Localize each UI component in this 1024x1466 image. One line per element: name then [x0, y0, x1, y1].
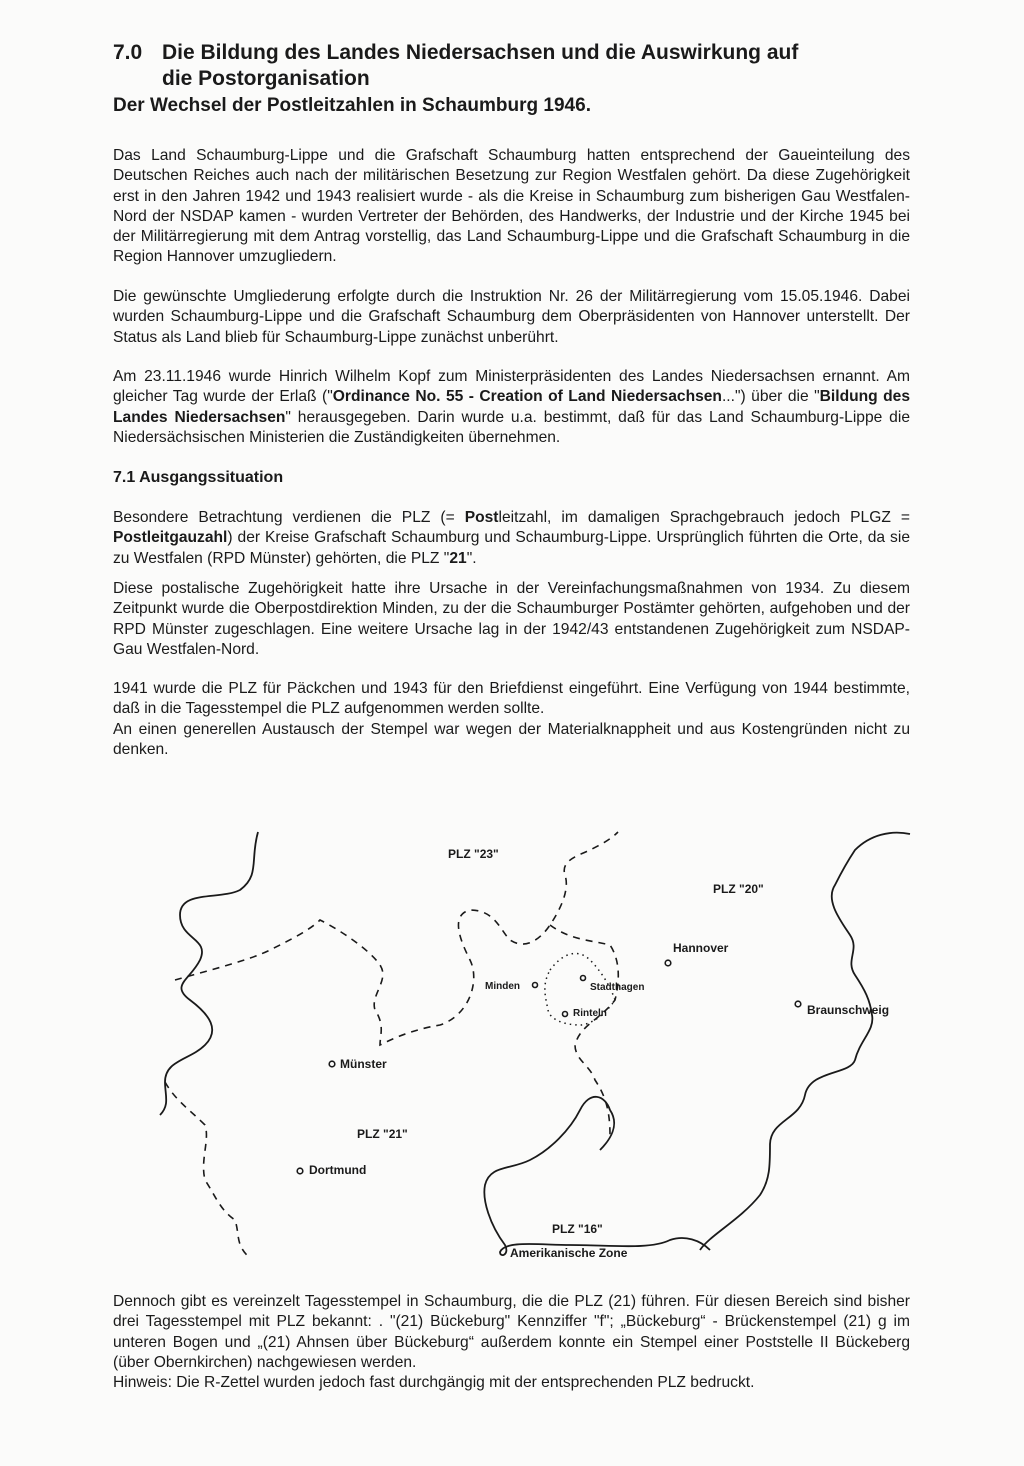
- city-label-stadthagen: Stadthagen: [590, 982, 645, 993]
- paragraph-3: [113, 367, 910, 448]
- p6-text: 1941 wurde die PLZ für Päckchen und 1943 für den Briefdienst eingeführt. Eine Verfügung von 1944 bestimmte, daß in die Tagesstempel die PLZ aufgenommen werden sollte.: [113, 680, 910, 718]
- paragraph-2: Die gewünschte Umgliederung erfolgte durch die Instruktion Nr. 26 der Militärregierung vom 15.05.1946. Dabei wurden Schaumburg-Lippe und die Grafschaft Schaumburg dem Oberpräsidenten von Hannover unterstellt. Der Status als Land blieb für Schaumburg-Lippe zunächst unberührt.: [113, 288, 910, 346]
- p7-text: Hinweis: Die R-Zettel wurden jedoch fast durchgängig mit der entsprechenden PLZ bedruckt.: [113, 1374, 755, 1392]
- p4-text: ".: [466, 549, 477, 567]
- paragraph-1: Das Land Schaumburg-Lippe und die Grafschaft Schaumburg hatten entsprechend der Gaueinteilung des Deutschen Reiches auch nach der militärischen Besetzung zur Region Westfalen gehört. Da diese Zugehörigkeit erst in den Jahren 1942 und 1943 realisiert wurde - als die Kreise in Schaumburg zum bisherigen Gau Westfalen-Nord der NSDAP kamen - wurden Vertreter der Behörden, des Handwerks, der Industrie und der Kirche 1945 bei der Militärregierung mit dem Antrag vorstellig, das Land Schaumburg-Lippe und die Grafschaft Schaumburg in die Region Hannover umzugliedern.: [113, 147, 910, 266]
- zone-label-plz20: PLZ "20": [713, 882, 764, 896]
- city-label-braunschweig: Braunschweig: [807, 1003, 890, 1017]
- city-marker-hannover: [665, 960, 671, 966]
- city-marker-muenster: [329, 1061, 335, 1067]
- city-label-dortmund: Dortmund: [309, 1163, 367, 1177]
- paragraph-6: [113, 679, 910, 760]
- city-marker-rinteln: [563, 1012, 568, 1017]
- city-label-muenster: Münster: [340, 1057, 387, 1071]
- p3-text: Am 23.11.1946 wurde Hinrich Wilhelm Kopf zum Ministerpräsidenten des Landes Niedersachsen ernannt. Am gleicher Tag wurde der Erlaß (": [113, 368, 910, 406]
- p4-text: Besondere Betrachtung verdienen die PLZ (=: [113, 509, 465, 526]
- p4-bold: Post: [464, 509, 499, 526]
- title-line-2: die Postorganisation: [162, 67, 370, 90]
- p3-text: ...") über die ": [721, 388, 820, 406]
- p4-text: ) der Kreise Grafschaft Schaumburg und Schaumburg-Lippe. Ursprünglich führten die Orte, da sie zu Westfalen (RPD Münster) gehörten, die PLZ ": [113, 529, 910, 567]
- city-marker-braunschweig: [795, 1001, 801, 1007]
- city-label-minden: Minden: [485, 981, 520, 992]
- paragraph-5: Diese postalische Zugehörigkeit hatte ihre Ursache in der Vereinfachungsmaßnahmen von 1934. Zu diesem Zeitpunkt wurde die Oberpostdirektion Minden, zu der die Schaumburger Postämter gehörten, aufgehoben und der RPD Münster zugeschlagen. Eine weitere Ursache lag in der 1942/43 entstandenen Zugehörigkeit zum NSDAP-Gau Westfalen-Nord.: [113, 580, 910, 658]
- city-label-rinteln: Rinteln: [573, 1008, 607, 1019]
- paragraph-4: [113, 508, 910, 569]
- zone-label-plz16: PLZ "16": [552, 1222, 603, 1236]
- decree-title: Bildung des Landes Niedersachsen: [113, 388, 911, 426]
- postal-zone-map: [110, 820, 930, 1290]
- city-marker-dortmund: [297, 1168, 303, 1174]
- ordinance-title: Ordinance No. 55 - Creation of Land Niedersachsen: [332, 388, 722, 406]
- paragraph-7: [113, 1292, 910, 1393]
- city-label-hannover: Hannover: [673, 941, 729, 955]
- zone-label-us-zone: Amerikanische Zone: [510, 1246, 628, 1260]
- p4-text: leit: [498, 509, 519, 526]
- p7-text: Dennoch gibt es vereinzelt Tagesstempel in Schaumburg, die die PLZ (21) führen. Für diesen Bereich sind bisher drei Tagesstempel mit PLZ bekannt: . "(21) Bückeburg" Kennziffer "f"; „Bückeburg“ - Brückenstempel (21) g im unteren Bogen und „(21) Ahnsen über Bückeburg“ außerdem konnte ein Stempel einer Poststelle II Bückeberg (über Obernkirchen) nachgewiesen werden.: [113, 1293, 910, 1371]
- p3-text: " herausgegeben. Darin wurde u.a. bestimmt, daß für das Land Schaumburg-Lippe die Niedersächsischen Ministerien die Zuständigkeiten übernehmen.: [113, 408, 910, 446]
- city-marker-minden: [533, 983, 538, 988]
- city-marker-stadthagen: [581, 976, 586, 981]
- p6-text: An einen generellen Austausch der Stempel war wegen der Materialknappheit und aus Kostengründen nicht zu denken.: [113, 720, 910, 758]
- section-heading: 7.1 Ausgangssituation: [113, 469, 284, 486]
- title-line-1: Die Bildung des Landes Niedersachsen und die Auswirkung auf: [162, 41, 799, 64]
- subtitle: Der Wechsel der Postleitzahlen in Schaumburg 1946.: [113, 95, 591, 116]
- plz23-boundary: [175, 832, 618, 1045]
- zone-label-plz23: PLZ "23": [448, 847, 499, 861]
- p4-bold: 21: [449, 549, 467, 567]
- zone-label-plz21: PLZ "21": [357, 1127, 408, 1141]
- page-title: [113, 40, 913, 92]
- p4-text: zahl, im damaligen Sprachgebrauch jedoch PLGZ =: [518, 509, 910, 526]
- section-number: 7.0: [113, 41, 143, 64]
- p4-bold: Postleitgauzahl: [113, 529, 228, 547]
- west-border-line: [160, 832, 258, 1115]
- west-dashed-boundary: [165, 1082, 250, 1258]
